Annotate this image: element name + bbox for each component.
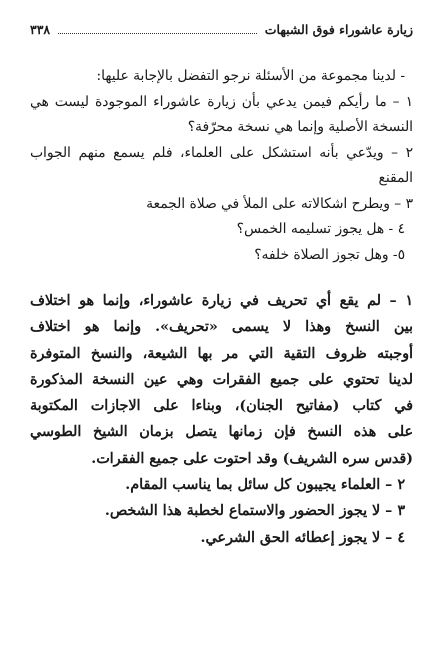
page-number: ٣٣٨ <box>30 22 51 37</box>
answers-block <box>30 288 413 551</box>
question-line: النسخة الأصلية وإنما هي نسخة محرّفة؟ <box>187 119 413 135</box>
answer-line: بين النسخ وهذا لا يسمى «تحريف». وإنما هو اختلاف <box>30 319 413 336</box>
header-leader-dots <box>58 25 257 34</box>
questions-intro: - لدينا مجموعة من الأسئلة نرجو التفضل بالإجابة عليها: <box>96 68 405 84</box>
answer-line: ٤ – لا يجوز إعطائه الحق الشرعي. <box>200 529 405 546</box>
answer-line: ٣ – لا يجوز الحضور والاستماع لخطبة هذا الشخص. <box>104 503 405 520</box>
answer-line: في كتاب (مفاتيح الجنان)، وبناءا على الاجازات المكتوبة <box>30 398 413 415</box>
question-line: ٤ - هل يجوز تسليمه الخمس؟ <box>236 221 405 237</box>
answer-line: لدينا تحتوي على جميع الفقرات وهي عين النسخة المذكورة <box>30 371 413 388</box>
answer-line: ٢ – العلماء يجيبون كل سائل بما يناسب المقام. <box>125 477 405 494</box>
question-line: المقنع <box>378 170 413 186</box>
question-line: ١ – ما رأيكم فيمن يدعي بأن زيارة عاشوراء الموجودة ليست هي <box>30 93 413 110</box>
answer-line: ١ – لم يقع أي تحريف في زيارة عاشوراء، وإنما هو اختلاف <box>30 293 413 309</box>
running-header <box>30 22 413 42</box>
question-line: ٥- وهل تجوز الصلاة خلفه؟ <box>254 246 405 263</box>
answer-line: على هذه النسخ فإن زمانها يتصل بزمان الشيخ الطوسي <box>30 424 413 441</box>
section-gap <box>30 268 413 288</box>
running-title: زيارة عاشوراء فوق الشبهات <box>264 22 413 37</box>
question-line: ٣ – ويطرح اشكالاته على الملأ في صلاة الجمعة <box>146 195 413 212</box>
questions-block <box>30 64 413 268</box>
answer-line: أوجبته ظروف التقية التي مر بها الشيعة، والنسخ المتوفرة <box>30 345 413 362</box>
answer-line: (قدس سره الشريف) وقد احتوت على جميع الفقرات. <box>91 450 413 467</box>
question-line: ٢ – ويدّعي بأنه استشكل على العلماء، فلم يسمع منهم الجواب <box>30 144 413 161</box>
